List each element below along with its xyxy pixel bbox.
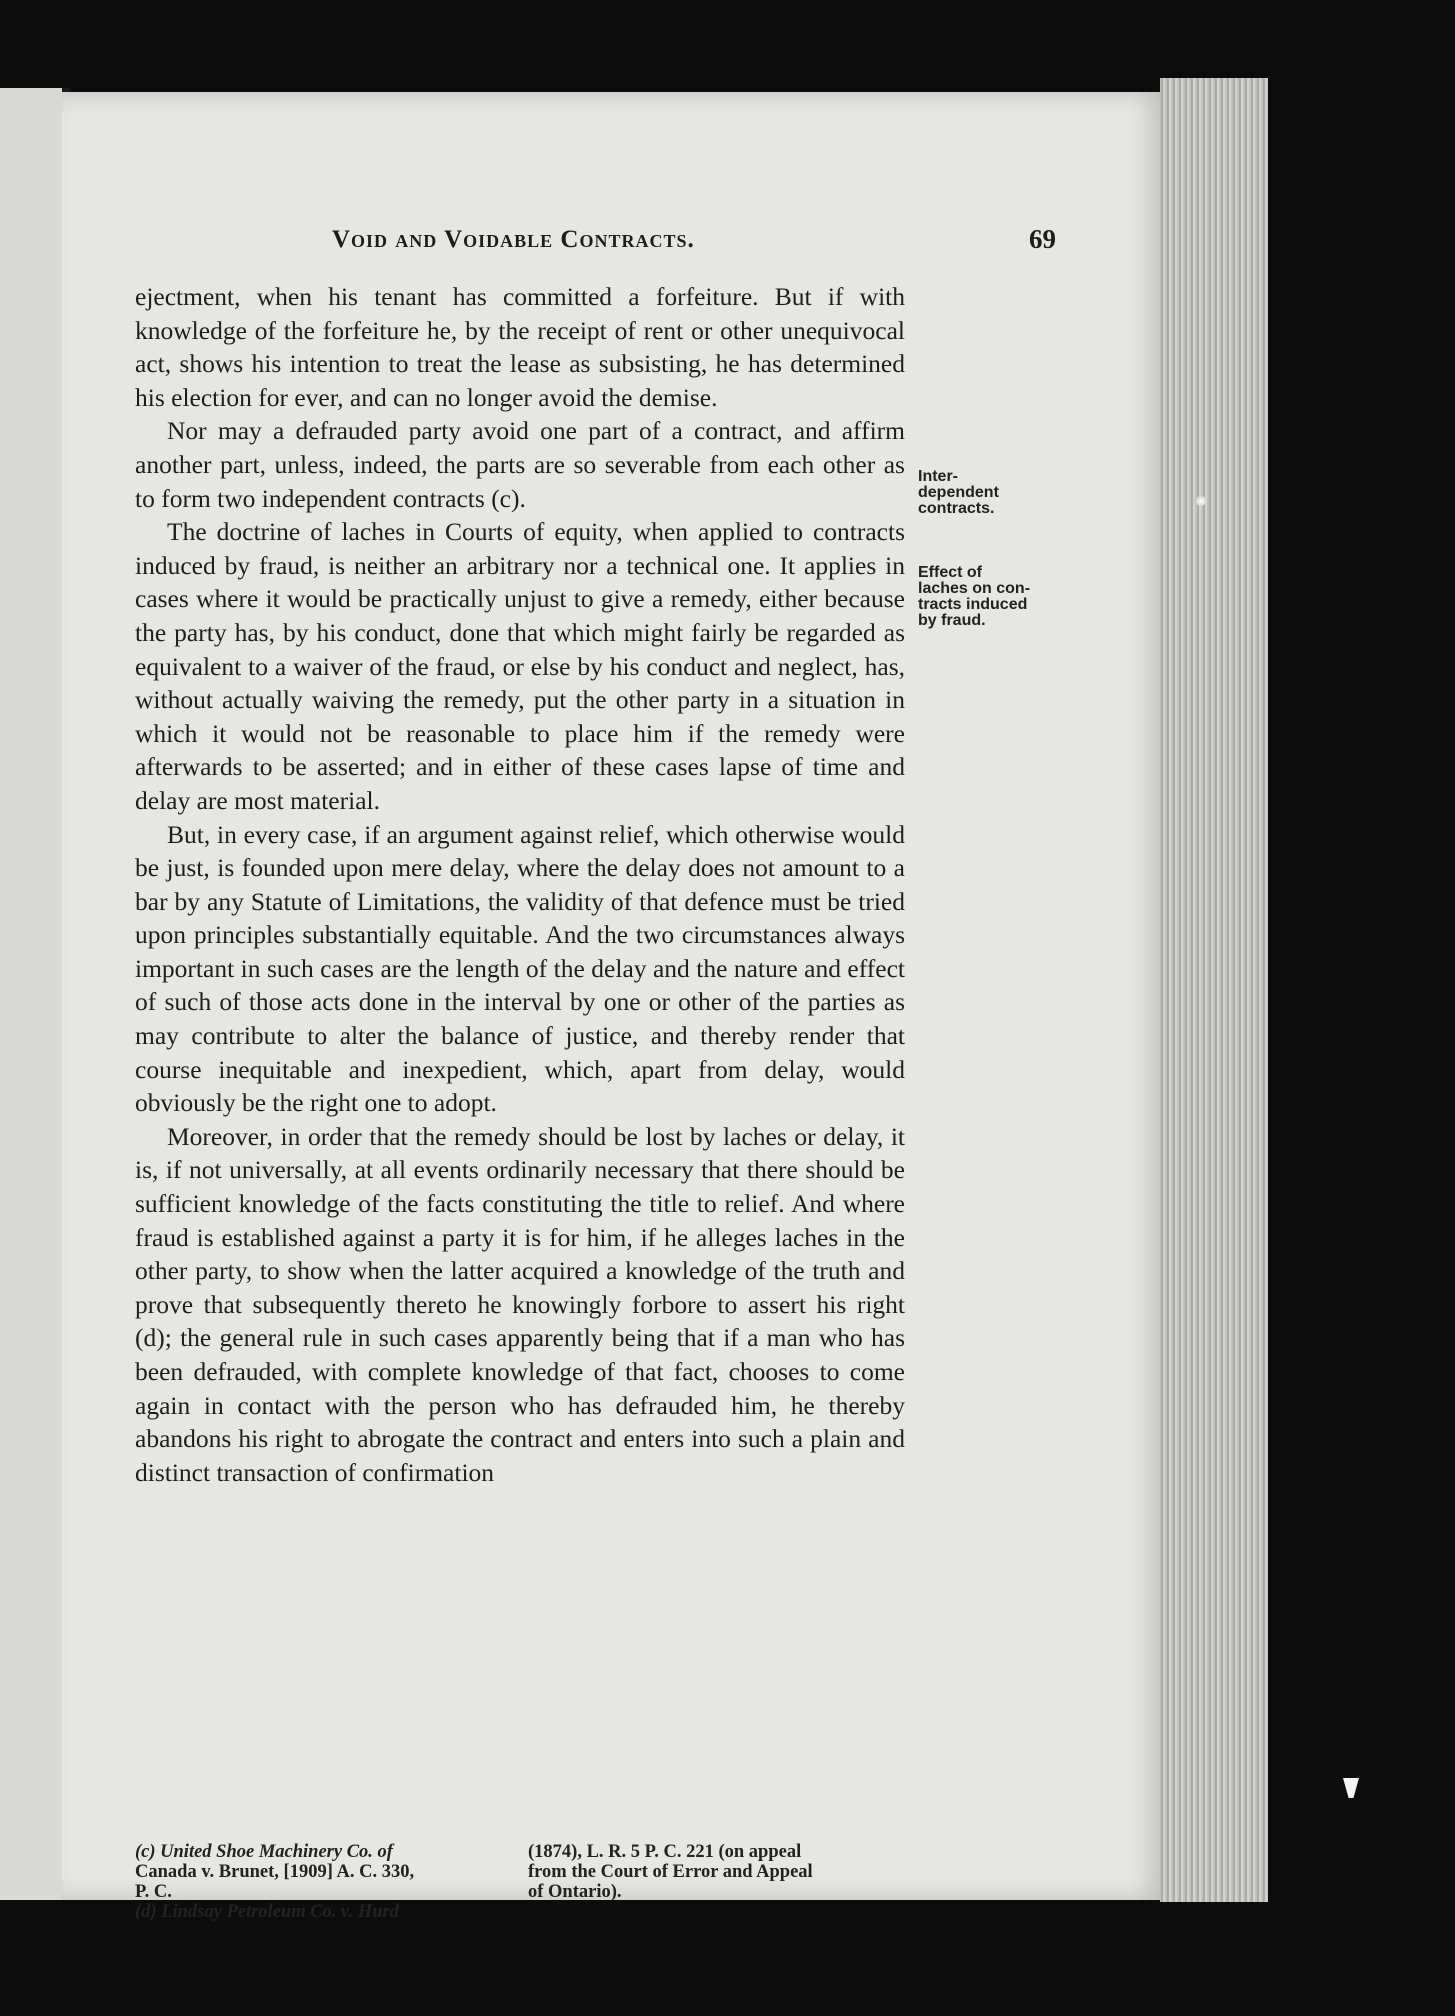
sidenote-line: by fraud. <box>918 612 986 629</box>
footnote-line: of Ontario). <box>528 1882 622 1902</box>
footnote-line: P. C. <box>135 1882 172 1902</box>
sidenote-line: contracts. <box>918 500 995 517</box>
paper-smudge <box>1196 495 1206 507</box>
page-title: Void and Voidable Contracts. <box>332 226 695 253</box>
page-number: 69 <box>1029 224 1056 254</box>
paragraph-2: Nor may a defrauded party avoid one part of a contract, and affirm another part, unless, indeed, the parts are so severable from each other as to form two independent contracts (c). <box>135 416 905 513</box>
footnote-line: from the Court of Error and Appeal <box>528 1862 813 1882</box>
footnote-line: (d) Lindsay Petroleum Co. v. Hurd <box>135 1902 399 1922</box>
running-head <box>268 226 1056 266</box>
paragraph-3: The doctrine of laches in Courts of equity, when applied to contracts induced by fraud, is neither an arbitrary nor a technical one. It applies in cases where it would be practically unjust to give a remedy, either because the party has, by his conduct, done that which might fairly be regarded as equivalent to a waiver of the fraud, or else by his conduct and neglect, has, without actually waiving the remedy, put the other party in a situation in which it would not be reasonable to place him if the remedy were afterwards to be asserted; and in either of these cases lapse of time and delay are most material. <box>135 517 905 815</box>
footnotes-left <box>135 1842 495 1922</box>
page-edges <box>1160 78 1268 1902</box>
sidenote-line: dependent <box>918 484 999 501</box>
footnote-line: Canada v. Brunet, [1909] A. C. 330, <box>135 1862 415 1882</box>
paragraph-4: But, in every case, if an argument against relief, which otherwise would be just, is founded upon mere delay, where the delay does not amount to a bar by any Statute of Limitations, the validity of that defence must be tried upon principles substantially equitable. And the two circumstances always important in such cases are the length of the delay and the nature and effect of such of those acts done in the interval by one or other of the parties as may contribute to alter the balance of justice, and thereby render that course inequitable and inexpedient, which, apart from delay, would obviously be the right one to adopt. <box>135 819 905 1118</box>
footnotes <box>0 1842 1455 1922</box>
footnote-line: (1874), L. R. 5 P. C. 221 (on appeal <box>528 1842 802 1862</box>
paragraph-1: ejectment, when his tenant has committed a forfeiture. But if with knowledge of the forfeiture he, by the receipt of rent or other unequivocal act, shows his intention to treat the lease as subsisting, he has determined his election for ever, and can no longer avoid the demise. <box>135 282 905 412</box>
footnotes-right <box>528 1842 908 1902</box>
sidenote-laches <box>918 565 1050 629</box>
sidenote-line: laches on con- <box>918 580 1031 597</box>
sidenote-interdependent-contracts <box>918 469 1050 517</box>
glint-mark <box>1343 1778 1359 1798</box>
main-text <box>135 280 905 1489</box>
paragraph-5: Moreover, in order that the remedy should be lost by laches or delay, it is, if not universally, at all events ordinarily necessary that there should be sufficient knowledge of the facts constituting the title to relief. And where fraud is established against a party it is for him, if he alleges laches in the other party, to show when the latter acquired a knowledge of the truth and prove that subsequently thereto he knowingly forbore to assert his right (d); the general rule in such cases apparently being that if a man who has been defrauded, with complete knowledge of that fact, chooses to come again in contact with the person who has defrauded him, he thereby abandons his right to abrogate the contract and enters into such a plain and distinct transaction of confirmation <box>135 1121 905 1487</box>
sidenote-line: tracts induced <box>918 596 1028 613</box>
sidenote-line: Inter- <box>918 468 958 485</box>
footnote-line: (c) United Shoe Machinery Co. of <box>135 1842 393 1862</box>
sidenote-line: Effect of <box>918 564 982 581</box>
left-page-edge <box>0 88 70 1900</box>
